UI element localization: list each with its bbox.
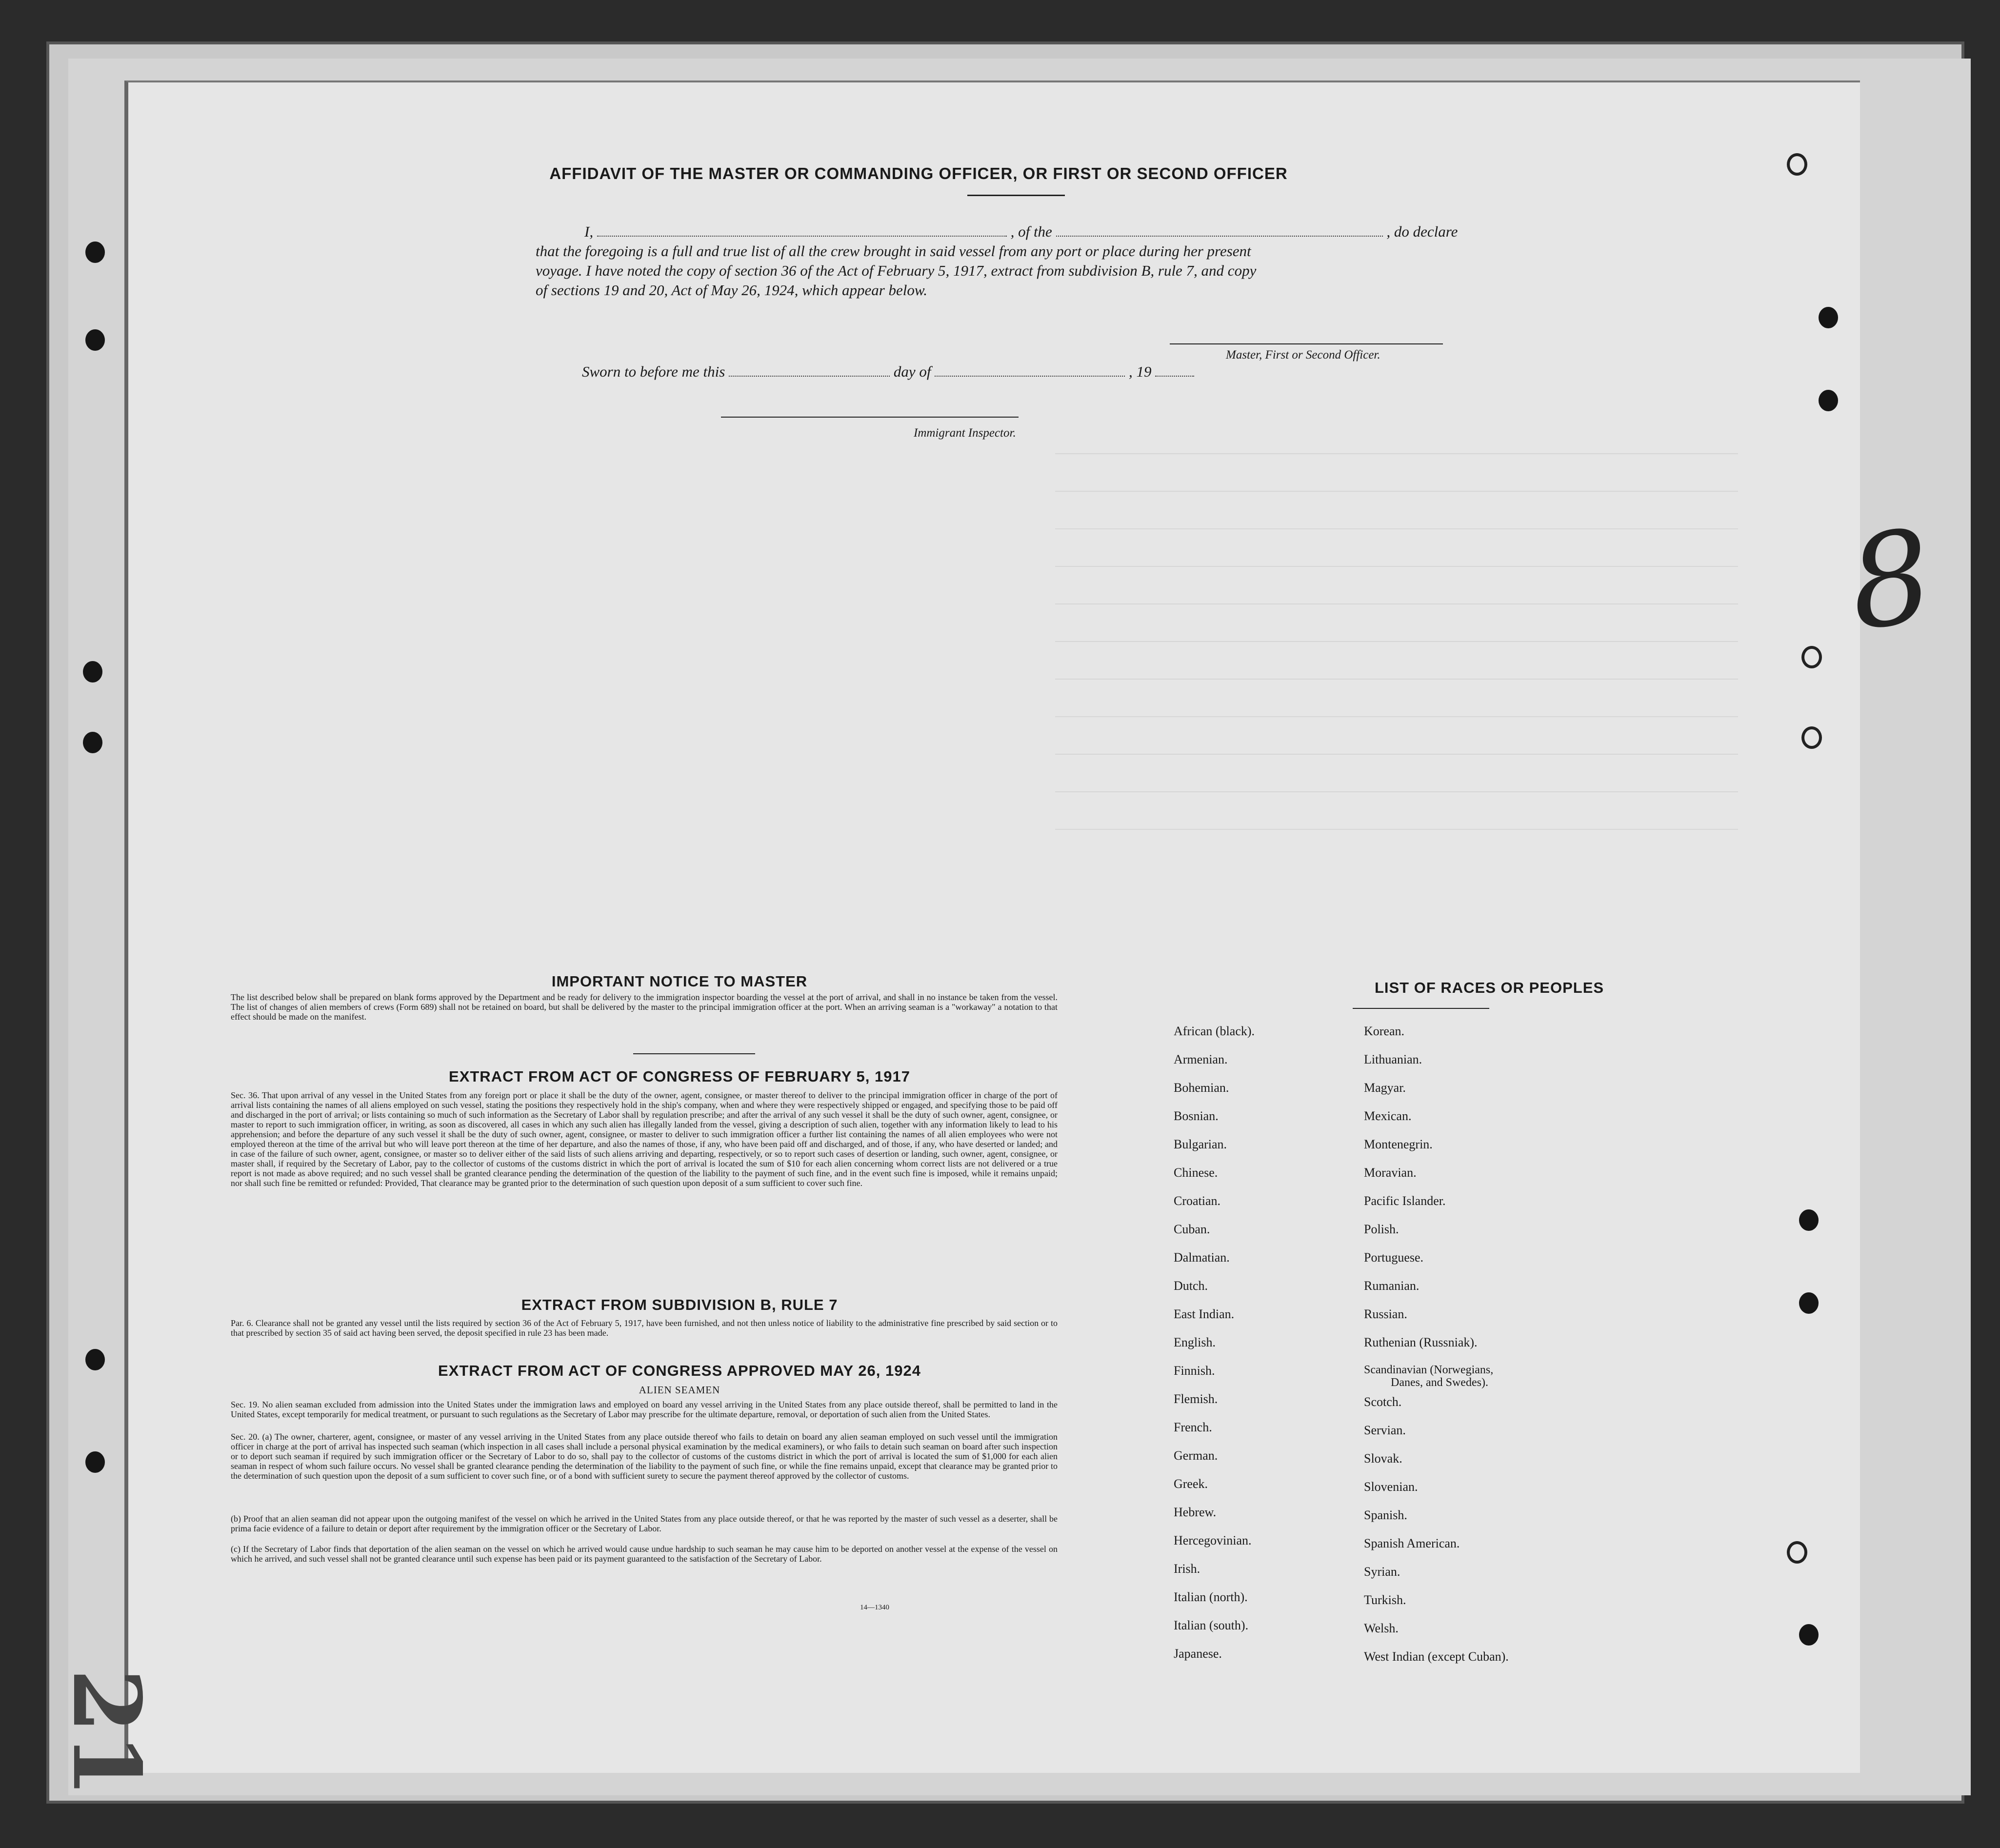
race-left: German. <box>1174 1448 1218 1463</box>
master-signature-label: Master, First or Second Officer. <box>1226 348 1380 362</box>
extract-1924-sec20c: (c) If the Secretary of Labor finds that deportation of the alien seaman on the vessel on which he arrived would cause undue hardship to such seaman he may cause him to be deported on another vessel at the expense of the vessel on which he arrived, and such vessel shall not be granted clearance until such expense has been paid or its payment guaranteed to the satisfaction of the Secretary of Labor. <box>231 1544 1058 1564</box>
bleed-through-table <box>1055 453 1738 1039</box>
extract-1924-sec20b: (b) Proof that an alien seaman did not appear upon the outgoing manifest of the vessel on which he arrived in the United States from any place outside thereof, or that he was reported by the master of such vessel as a deserter, shall be prima facie evidence of a failure to detain or deport after requirement by the immigration officer or the Secretary of Labor. <box>231 1514 1058 1533</box>
race-right: Pacific Islander. <box>1364 1194 1446 1208</box>
affidavit-i: I, <box>584 223 594 240</box>
race-left: Bohemian. <box>1174 1081 1229 1095</box>
race-left: Hebrew. <box>1174 1505 1217 1519</box>
race-left: Dutch. <box>1174 1279 1208 1293</box>
race-left: Irish. <box>1174 1562 1200 1576</box>
races-rule <box>1353 1008 1489 1009</box>
race-right: Servian. <box>1364 1423 1406 1437</box>
affidavit-line-1 <box>584 223 1658 241</box>
extract-1924-sec20a: Sec. 20. (a) The owner, charterer, agent, consignee, or master of any vessel arriving in the United States from any place outside thereof who fails to detain on board any alien seaman employed on such vessel until the immigration officer in charge at the port of arrival has inspected such seaman (which inspection in all cases shall include a personal physical examination by the medical examiners), or who fails to detain such seaman on board after such inspection or to deport such seaman if required by such immigration officer or the Secretary of Labor to do so, shall pay to the collector of customs of the customs district in which the port of arrival is located the sum of $1,000 for each alien seaman in respect of whom such failure occurs. No vessel shall be granted clearance pending the determination of the liability to the payment of such fine, or while the fine remains unpaid, except that clearance may be granted prior to the determination of such question upon the deposit of a sum sufficient to cover such fine, or of a bond with sufficient surety to secure the payment thereof approved by the collector of customs. <box>231 1432 1058 1481</box>
race-left: Bosnian. <box>1174 1109 1219 1123</box>
race-right: Korean. <box>1364 1024 1405 1038</box>
inspector-label: Immigrant Inspector. <box>914 426 1016 440</box>
races-title: LIST OF RACES OR PEOPLES <box>1374 979 1604 996</box>
binder-hole <box>83 732 102 753</box>
race-left: Hercegovinian. <box>1174 1533 1252 1547</box>
race-left: French. <box>1174 1420 1212 1434</box>
extract-1917-text: Sec. 36. That upon arrival of any vessel in the United States from any foreign port or place it shall be the duty of the owner, agent, consignee, or master thereof to deliver to the principal immigration officer in charge of the port of arrival lists containing the names of all aliens employed on such vessel, stating the positions they respectively hold in the ship's company, when and where they were respectively shipped or engaged, and specifying those to be paid off and discharged in the port of arrival; or lists containing so much of such information as the Secretary of Labor shall by regulation prescribe; and after the arrival of any such vessel it shall be the duty of such owner, agent, consignee, or master to report to such immigration officer, in writing, as soon as discovered, all cases in which any such alien has illegally landed from the vessel, giving a description of such alien, together with any information likely to lead to his apprehension; and before the departure of any such vessel it shall be the duty of such owner, agent, consignee, or master to deliver to such immigration officer a further list containing the names of all alien employees who were not employed thereon at the time of the arrival but who will leave port thereon at the time of her departure, and also the names of those, if any, who have been paid off and discharged, and of those, if any, who have deserted or landed; and in case of the failure of such owner, agent, consignee, or master so to deliver either of the said lists of such aliens arriving and departing, respectively, or so to report such cases of desertion or landing, such owner, agent, consignee, or master shall, if required by the Secretary of Labor, pay to the collector of customs of the customs district in which the port of arrival is located the sum of $10 for each alien concerning whom correct lists are not delivered or a true report is not made as above required; and no such vessel shall be granted clearance pending the determination of the question of the liability to the payment of such fine, and in the event such fine is imposed, while it remains unpaid; nor shall such fine be remitted or refunded: Provided, That clearance may be granted prior to the determination of such question upon deposit of a sum sufficient to cover such fine. <box>231 1090 1058 1188</box>
race-right: Spanish. <box>1364 1508 1407 1522</box>
binder-hole <box>1819 307 1838 328</box>
binder-hole <box>85 1451 105 1473</box>
race-right: Polish. <box>1364 1222 1399 1236</box>
sworn-month-blank[interactable] <box>935 363 1125 377</box>
affidavit-declare: , do declare <box>1386 223 1458 240</box>
race-right: Rumanian. <box>1364 1279 1420 1293</box>
binder-hole <box>1799 1292 1819 1314</box>
race-left: African (black). <box>1174 1024 1255 1038</box>
race-right: West Indian (except Cuban). <box>1364 1649 1509 1664</box>
inspector-signature-line[interactable] <box>721 417 1019 418</box>
race-left: East Indian. <box>1174 1307 1235 1321</box>
vessel-blank[interactable] <box>1056 223 1383 237</box>
race-right: Scandinavian (Norwegians, <box>1364 1364 1494 1376</box>
race-right-continuation: Danes, and Swedes). <box>1391 1376 1488 1389</box>
title-rule <box>967 195 1065 196</box>
race-left: English. <box>1174 1335 1216 1349</box>
race-right: Portuguese. <box>1364 1250 1424 1265</box>
binder-hole <box>1787 153 1807 176</box>
notice-text: The list described below shall be prepared on blank forms approved by the Department and be ready for delivery to the immigration inspector boarding the vessel at the port of arrival, and shall in no instance be taken from the vessel. The list of changes of alien members of crews (Form 689) shall not be retained on board, but shall be delivered by the master to the principal immigration officer at the port. When an arriving seaman is a "workaway" a notation to that effect should be made on the manifest. <box>231 992 1058 1022</box>
race-left: Finnish. <box>1174 1364 1215 1378</box>
form-page <box>124 80 1941 1773</box>
extract-1924-sec19: Sec. 19. No alien seaman excluded from admission into the United States under the immigration laws and employed on board any vessel arriving in the United States from any place outside thereof, shall be permitted to land in the United States, except temporarily for medical treatment, or pursuant to such regulations as the Secretary of Labor may prescribe for the ultimate departure, removal, or deportation of such alien from the United States. <box>231 1400 1058 1419</box>
race-right: Slovenian. <box>1364 1480 1418 1494</box>
binder-hole <box>85 1349 105 1370</box>
race-left: Dalmatian. <box>1174 1250 1230 1265</box>
race-right: Spanish American. <box>1364 1536 1460 1550</box>
race-right: Magyar. <box>1364 1081 1406 1095</box>
notice-rule <box>633 1053 755 1054</box>
race-left: Chinese. <box>1174 1165 1218 1180</box>
master-signature-line[interactable] <box>1170 343 1443 344</box>
race-left: Greek. <box>1174 1477 1208 1491</box>
affidavit-line-3: voyage. I have noted the copy of section 36 of the Act of February 5, 1917, extract from subdivision B, rule 7, and copy <box>536 262 1257 279</box>
race-left: Italian (south). <box>1174 1618 1249 1632</box>
binder-hole <box>85 329 105 351</box>
binder-hole <box>83 661 102 683</box>
extract-1917-title: EXTRACT FROM ACT OF CONGRESS OF FEBRUARY 5, 1917 <box>449 1068 910 1085</box>
race-right: Slovak. <box>1364 1451 1402 1466</box>
race-left: Flemish. <box>1174 1392 1218 1406</box>
race-right: Lithuanian. <box>1364 1052 1422 1066</box>
name-blank[interactable] <box>597 223 1007 237</box>
race-right: Mexican. <box>1364 1109 1412 1123</box>
affidavit-line-2: that the foregoing is a full and true list of all the crew brought in said vessel from any port or place during her present <box>536 242 1251 260</box>
extract-1924-title: EXTRACT FROM ACT OF CONGRESS APPROVED MAY 26, 1924 <box>438 1362 921 1379</box>
binder-hole <box>1799 1209 1819 1231</box>
subdivision-b-text: Par. 6. Clearance shall not be granted any vessel until the lists required by section 36 of the Act of February 5, 1917, have been furnished, and not then unless notice of liability to the administrative fine prescribed by said section or to that prescribed by section 35 of said act having been served, the deposit specified in rule 23 has been made. <box>231 1318 1058 1338</box>
race-right: Scotch. <box>1364 1395 1402 1409</box>
binder-hole <box>1787 1541 1807 1564</box>
race-right: Russian. <box>1364 1307 1407 1321</box>
subdivision-b-title: EXTRACT FROM SUBDIVISION B, RULE 7 <box>521 1296 838 1313</box>
race-right: Ruthenian (Russniak). <box>1364 1335 1478 1349</box>
affidavit-of-the: , of the <box>1010 223 1052 240</box>
affidavit-title: AFFIDAVIT OF THE MASTER OR COMMANDING OFFICER, OR FIRST OR SECOND OFFICER <box>549 164 1288 182</box>
form-number: 14—1340 <box>860 1604 889 1611</box>
sworn-day-blank[interactable] <box>729 363 890 377</box>
binder-hole <box>1799 1624 1819 1646</box>
stamped-corner-number: 21 <box>52 1668 161 1798</box>
race-left: Italian (north). <box>1174 1590 1248 1604</box>
affidavit-line-4: of sections 19 and 20, Act of May 26, 1924, which appear below. <box>536 281 928 299</box>
race-right: Welsh. <box>1364 1621 1399 1635</box>
race-left: Cuban. <box>1174 1222 1210 1236</box>
race-left: Croatian. <box>1174 1194 1221 1208</box>
sworn-prefix: Sworn to before me this <box>582 363 725 380</box>
notice-title: IMPORTANT NOTICE TO MASTER <box>551 973 808 990</box>
race-right: Montenegrin. <box>1364 1137 1433 1151</box>
race-left: Bulgarian. <box>1174 1137 1227 1151</box>
race-right: Turkish. <box>1364 1593 1406 1607</box>
handwritten-page-number: 8 <box>1840 502 1941 660</box>
sworn-year: , 19 <box>1128 363 1152 380</box>
race-left: Armenian. <box>1174 1052 1228 1066</box>
race-left: Japanese. <box>1174 1647 1222 1661</box>
binder-hole <box>1801 726 1822 749</box>
binder-hole <box>85 241 105 263</box>
race-right: Moravian. <box>1364 1165 1417 1180</box>
binder-hole <box>1819 390 1838 411</box>
race-right: Syrian. <box>1364 1565 1400 1579</box>
extract-1924-subtitle: ALIEN SEAMEN <box>639 1384 720 1396</box>
sworn-day-of: day of <box>893 363 931 380</box>
binder-hole <box>1801 646 1822 668</box>
sworn-line <box>582 363 1314 381</box>
sworn-year-blank[interactable] <box>1155 363 1194 377</box>
